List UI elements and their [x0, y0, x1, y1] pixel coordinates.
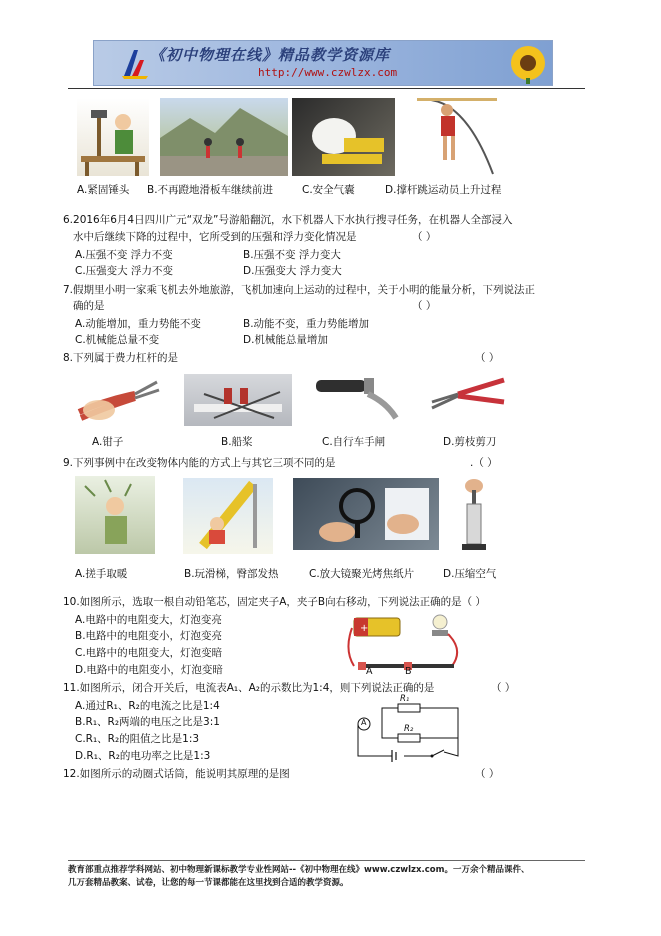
q8-option-c[interactable]: C.自行车手闸 — [322, 436, 386, 448]
q10-clip-a-label: A — [366, 666, 373, 677]
q5-option-a[interactable]: A.紧固锤头 — [77, 184, 130, 196]
footer-divider — [68, 860, 585, 861]
q10-option-b[interactable]: B.电路中的电阻变小，灯泡变亮 — [75, 630, 223, 642]
q6-option-d[interactable]: D.压强变大 浮力变大 — [243, 265, 342, 277]
q6-option-a[interactable]: A.压强不变 浮力不变 — [75, 249, 173, 261]
header-divider — [68, 88, 585, 89]
q11-ammeter-label: A — [361, 718, 367, 727]
q6-option-c[interactable]: C.压强变大 浮力不变 — [75, 265, 174, 277]
slide-figure — [183, 478, 273, 554]
q7-option-d[interactable]: D.机械能总量增加 — [243, 334, 328, 346]
q9-stem: 9.下列事例中在改变物体内能的方式上与其它三项不同的是 — [63, 457, 336, 469]
q6-stem-line1: 6.2016年6月4日四川广元“双龙”号游船翻沉，水下机器人下水执行搜寻任务，在机器人全部浸入 — [63, 214, 513, 226]
q7-option-a[interactable]: A.动能增加，重力势能不变 — [75, 318, 201, 330]
sunflower-icon — [506, 42, 550, 84]
q9-option-d[interactable]: D.压缩空气 — [443, 568, 497, 580]
q10-clip-b-label: B — [405, 666, 412, 677]
rub-hands-figure — [75, 476, 155, 554]
q11-option-a[interactable]: A.通过R₁、R₂的电流之比是1:4 — [75, 700, 220, 712]
air-pump-figure — [454, 476, 494, 554]
q9-option-c[interactable]: C.放大镜聚光烤焦纸片 — [309, 568, 415, 580]
q11-r2-label: R₂ — [404, 724, 414, 734]
q11-answer-bracket[interactable]: （ ） — [491, 682, 516, 694]
q11-stem: 11.如图所示，闭合开关后，电流表A₁、A₂的示数比为1:4，则下列说法正确的是 — [63, 682, 435, 694]
svg-text:+: + — [360, 623, 369, 634]
q11-option-c[interactable]: C.R₁、R₂的阻值之比是1:3 — [75, 733, 200, 745]
airbag-photo — [292, 98, 395, 176]
site-logo-icon — [120, 46, 150, 80]
q6-answer-bracket[interactable]: （ ） — [412, 231, 437, 243]
pole-vault-photo — [413, 94, 501, 176]
q5-option-c[interactable]: C.安全气囊 — [302, 184, 355, 196]
q9-option-a[interactable]: A.搓手取暖 — [75, 568, 128, 580]
footer-line1: 教育部重点推荐学科网站、初中物理新课标教学专业性网站--《初中物理在线》www.czwlzx.com。一万余个精品课件、 — [68, 865, 530, 875]
q8-option-a[interactable]: A.钳子 — [92, 436, 124, 448]
q7-stem-line2: 确的是 — [73, 300, 105, 312]
q5-option-d[interactable]: D.撑杆跳运动员上升过程 — [385, 184, 502, 196]
pliers-figure — [75, 372, 163, 424]
hammer-figure — [77, 98, 149, 176]
oars-photo — [184, 374, 292, 426]
q10-option-c[interactable]: C.电路中的电阻变大，灯泡变暗 — [75, 647, 223, 659]
q8-stem: 8.下列属于费力杠杆的是 — [63, 352, 179, 364]
bike-brake-figure — [316, 372, 400, 424]
q6-option-b[interactable]: B.压强不变 浮力变大 — [243, 249, 341, 261]
q11-r1-label: R₁ — [400, 694, 410, 704]
q5-option-b[interactable]: B.不再蹬地滑板车继续前进 — [147, 184, 274, 196]
q7-option-c[interactable]: C.机械能总量不变 — [75, 334, 160, 346]
q8-answer-bracket[interactable]: （ ） — [475, 352, 500, 364]
q9-option-b[interactable]: B.玩滑梯，臀部发热 — [184, 568, 279, 580]
header-title: 《初中物理在线》精品教学资源库 — [150, 46, 391, 64]
q11-option-d[interactable]: D.R₁、R₂的电功率之比是1:3 — [75, 750, 211, 762]
q7-stem-line1: 7.假期里小明一家乘飞机去外地旅游，飞机加速向上运动的过程中，关于小明的能量分析，下列说法正 — [63, 284, 536, 296]
q7-answer-bracket[interactable]: （ ） — [412, 300, 437, 312]
q10-option-d[interactable]: D.电路中的电阻变小，灯泡变暗 — [75, 664, 223, 676]
q8-option-b[interactable]: B.船桨 — [221, 436, 253, 448]
magnifier-photo — [293, 478, 439, 550]
header-url[interactable]: http://www.czwlzx.com — [258, 66, 398, 79]
q12-answer-bracket[interactable]: （ ） — [475, 768, 500, 780]
q10-option-a[interactable]: A.电路中的电阻变大，灯泡变亮 — [75, 614, 222, 626]
q11-option-b[interactable]: B.R₁、R₂两端的电压之比是3:1 — [75, 716, 220, 728]
q6-stem-line2: 水中后继续下降的过程中，它所受到的压强和浮力变化情况是 — [73, 231, 357, 243]
pruning-shears-figure — [428, 372, 508, 422]
footer-line2: 几万套精品教案、试卷，让您的每一节课都能在这里找到合适的教学资源。 — [68, 878, 349, 888]
scooter-photo — [160, 98, 288, 176]
q7-option-b[interactable]: B.动能不变，重力势能增加 — [243, 318, 370, 330]
q9-answer-bracket[interactable]: .（ ） — [470, 457, 498, 469]
q10-stem: 10.如图所示，选取一根自动铅笔芯，固定夹子A，夹子B向右移动，下列说法正确的是（ ） — [63, 596, 486, 608]
q8-option-d[interactable]: D.剪枝剪刀 — [443, 436, 497, 448]
q12-stem: 12.如图所示的动圈式话筒，能说明其原理的是图 — [63, 768, 290, 780]
